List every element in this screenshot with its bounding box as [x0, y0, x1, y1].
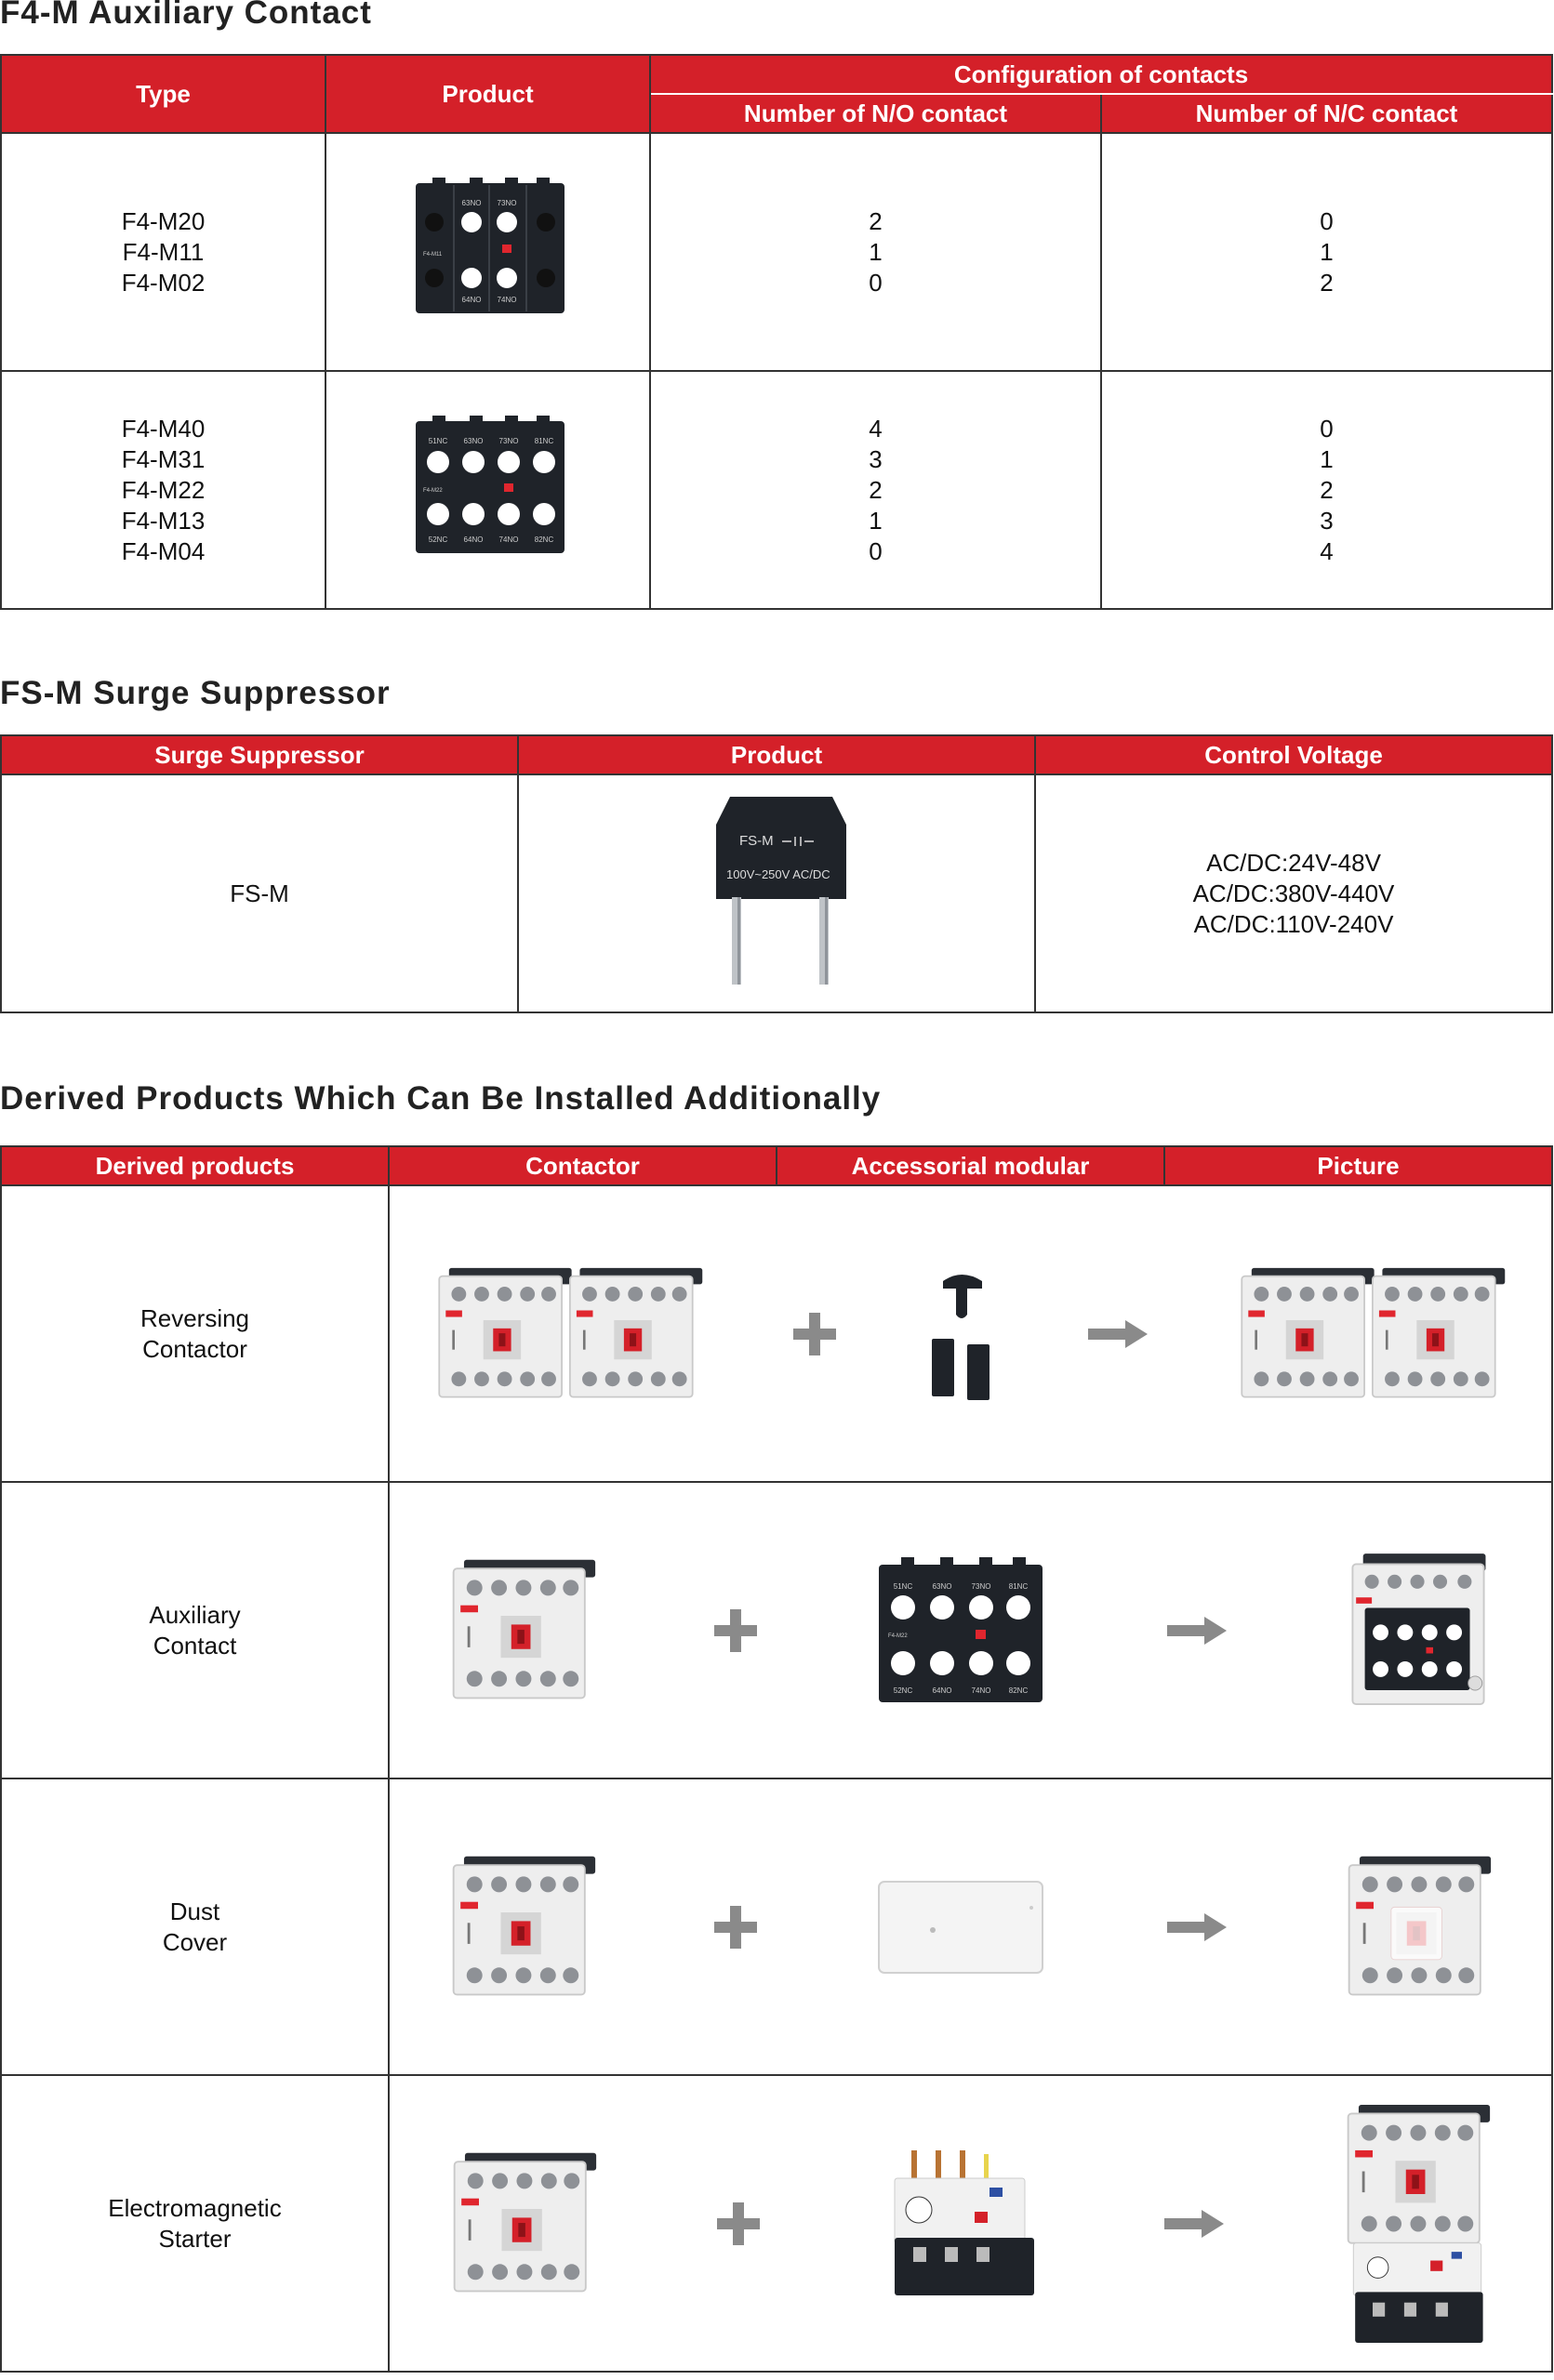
surge-suppressor-image — [693, 787, 860, 992]
svg-text:73NO: 73NO — [498, 437, 518, 445]
no-value: 1 — [869, 237, 883, 266]
header-nc-contact: Number of N/C contact — [1101, 94, 1552, 133]
svg-text:63NO: 63NO — [933, 1581, 952, 1591]
svg-text:64NO: 64NO — [933, 1686, 952, 1695]
svg-text:64NO: 64NO — [463, 536, 483, 544]
header-type: Type — [1, 55, 325, 133]
header-derived-products: Derived products — [1, 1146, 389, 1185]
arrow-right-icon — [1088, 1320, 1148, 1348]
svg-text:73NO: 73NO — [972, 1581, 991, 1591]
product-cell — [325, 133, 650, 371]
svg-text:74NO: 74NO — [972, 1686, 991, 1695]
reversing-contactor-image — [1237, 1255, 1507, 1413]
nc-value: 0 — [1320, 206, 1334, 235]
derived-name-line: Cover — [162, 1927, 228, 1956]
svg-text:74NO: 74NO — [497, 296, 516, 304]
derived-products-table — [0, 1145, 1553, 2373]
header-picture: Picture — [1164, 1146, 1552, 1185]
table-row — [1, 2075, 1552, 2372]
derived-name-line: Auxiliary — [149, 1600, 241, 1629]
header-contactor: Contactor — [389, 1146, 777, 1185]
svg-text:73NO: 73NO — [497, 199, 516, 207]
nc-value: 4 — [1320, 536, 1334, 565]
contactor-pair-image — [434, 1255, 704, 1413]
combination-cell — [389, 1185, 1552, 1482]
table-row — [1, 774, 1552, 1012]
control-voltage-cell — [1035, 774, 1552, 1012]
svg-text:64NO: 64NO — [461, 296, 481, 304]
no-value: 2 — [869, 475, 883, 504]
type-cell — [1, 133, 325, 371]
contactor-with-auxiliary-image — [1344, 1547, 1493, 1714]
derived-name-cell — [1, 1185, 389, 1482]
svg-text:F4-M22: F4-M22 — [888, 1633, 909, 1639]
svg-text:63NO: 63NO — [463, 437, 483, 445]
product-cell — [325, 371, 650, 609]
table-row — [1, 371, 1552, 609]
header-accessorial-modular: Accessorial modular — [777, 1146, 1164, 1185]
svg-text:F4-M22: F4-M22 — [422, 488, 443, 494]
nc-value: 3 — [1320, 506, 1334, 535]
svg-text:74NO: 74NO — [498, 536, 518, 544]
svg-text:51NC: 51NC — [894, 1581, 913, 1591]
derived-name-line: Electromagnetic — [108, 2193, 282, 2222]
svg-text:F4-M11: F4-M11 — [422, 252, 442, 258]
table-row — [1, 1482, 1552, 1778]
mechanical-interlock-image — [924, 1264, 999, 1404]
derived-name-line: Starter — [158, 2224, 232, 2253]
no-value: 2 — [869, 206, 883, 235]
header-no-contact: Number of N/O contact — [650, 94, 1101, 133]
product-cell — [518, 774, 1035, 1012]
suppressor-name-cell: FS-M — [1, 774, 518, 1012]
arrow-right-icon — [1167, 1617, 1227, 1645]
arrow-right-icon — [1167, 1913, 1227, 1941]
thermal-overload-relay-image — [878, 2145, 1045, 2303]
type-value: F4-M20 — [121, 206, 206, 235]
svg-text:81NC: 81NC — [534, 437, 553, 445]
nc-value: 0 — [1320, 414, 1334, 443]
type-value: F4-M40 — [121, 414, 206, 443]
plus-icon — [714, 1609, 757, 1652]
no-contact-cell — [650, 371, 1101, 609]
svg-text:52NC: 52NC — [428, 536, 447, 544]
auxiliary-contact-block-4pole-image — [395, 412, 581, 561]
no-value: 1 — [869, 506, 883, 535]
no-contact-cell — [650, 133, 1101, 371]
contactor-image — [448, 1552, 597, 1710]
table-row — [1, 1778, 1552, 2075]
derived-name-cell — [1, 1482, 389, 1778]
no-value: 0 — [869, 536, 883, 565]
surge-suppressor-table — [0, 734, 1553, 1013]
nc-value: 2 — [1320, 475, 1334, 504]
plus-icon — [717, 2202, 760, 2245]
nc-value: 2 — [1320, 268, 1334, 297]
header-surge-suppressor: Surge Suppressor — [1, 735, 518, 774]
nc-contact-cell — [1101, 371, 1552, 609]
svg-text:81NC: 81NC — [1009, 1581, 1029, 1591]
nc-value: 1 — [1320, 444, 1334, 473]
contactor-with-dust-cover-image — [1344, 1848, 1493, 2006]
nc-value: 1 — [1320, 237, 1334, 266]
voltage-value: AC/DC:110V-240V — [1193, 909, 1394, 938]
header-product: Product — [518, 735, 1035, 774]
voltage-value: AC/DC:380V-440V — [1192, 879, 1395, 907]
no-value: 3 — [869, 444, 883, 473]
combination-cell — [389, 1778, 1552, 2075]
svg-text:63NO: 63NO — [461, 199, 481, 207]
header-control-voltage: Control Voltage — [1035, 735, 1552, 774]
arrow-right-icon — [1164, 2210, 1224, 2238]
svg-text:82NC: 82NC — [534, 536, 553, 544]
nc-contact-cell — [1101, 133, 1552, 371]
derived-name-cell — [1, 1778, 389, 2075]
type-value: F4-M11 — [122, 237, 205, 266]
auxiliary-contact-block-image — [873, 1552, 1050, 1710]
contactor-image — [449, 2145, 598, 2303]
section-title-derived-products: Derived Products Which Can Be Installed Additionally — [0, 1080, 882, 1117]
voltage-value: AC/DC:24V-48V — [1206, 848, 1381, 877]
type-value: F4-M22 — [121, 475, 206, 504]
svg-text:82NC: 82NC — [1009, 1686, 1029, 1695]
section-title-surge-suppressor: FS-M Surge Suppressor — [0, 675, 391, 711]
svg-text:100V~250V AC/DC: 100V~250V AC/DC — [726, 867, 830, 881]
no-value: 4 — [869, 414, 883, 443]
type-value: F4-M31 — [121, 444, 206, 473]
type-value: F4-M02 — [121, 268, 206, 297]
auxiliary-contact-table — [0, 54, 1553, 610]
svg-text:FS-M: FS-M — [739, 833, 774, 849]
svg-text:52NC: 52NC — [894, 1686, 913, 1695]
no-value: 0 — [869, 268, 883, 297]
section-title-auxiliary-contact: F4-M Auxiliary Contact — [0, 0, 372, 31]
derived-name-line: Contact — [153, 1631, 237, 1659]
combination-cell — [389, 2075, 1552, 2372]
auxiliary-contact-block-2pole-image — [395, 174, 581, 323]
combination-cell — [389, 1482, 1552, 1778]
table-row — [1, 133, 1552, 371]
contactor-image — [448, 1848, 597, 2006]
derived-name-line: Reversing — [139, 1303, 250, 1332]
svg-text:51NC: 51NC — [428, 437, 447, 445]
electromagnetic-starter-image — [1343, 2094, 1492, 2354]
derived-name-line: Dust — [169, 1897, 220, 1925]
type-value: F4-M13 — [121, 506, 206, 535]
table-row — [1, 1185, 1552, 1482]
plus-icon — [714, 1906, 757, 1949]
header-configuration: Configuration of contacts — [650, 55, 1552, 94]
dust-cover-image — [873, 1876, 1050, 1978]
type-value: F4-M04 — [121, 536, 206, 565]
plus-icon — [793, 1313, 836, 1355]
derived-name-line: Contactor — [142, 1334, 247, 1363]
type-cell — [1, 371, 325, 609]
header-product: Product — [325, 55, 650, 133]
derived-name-cell — [1, 2075, 389, 2372]
